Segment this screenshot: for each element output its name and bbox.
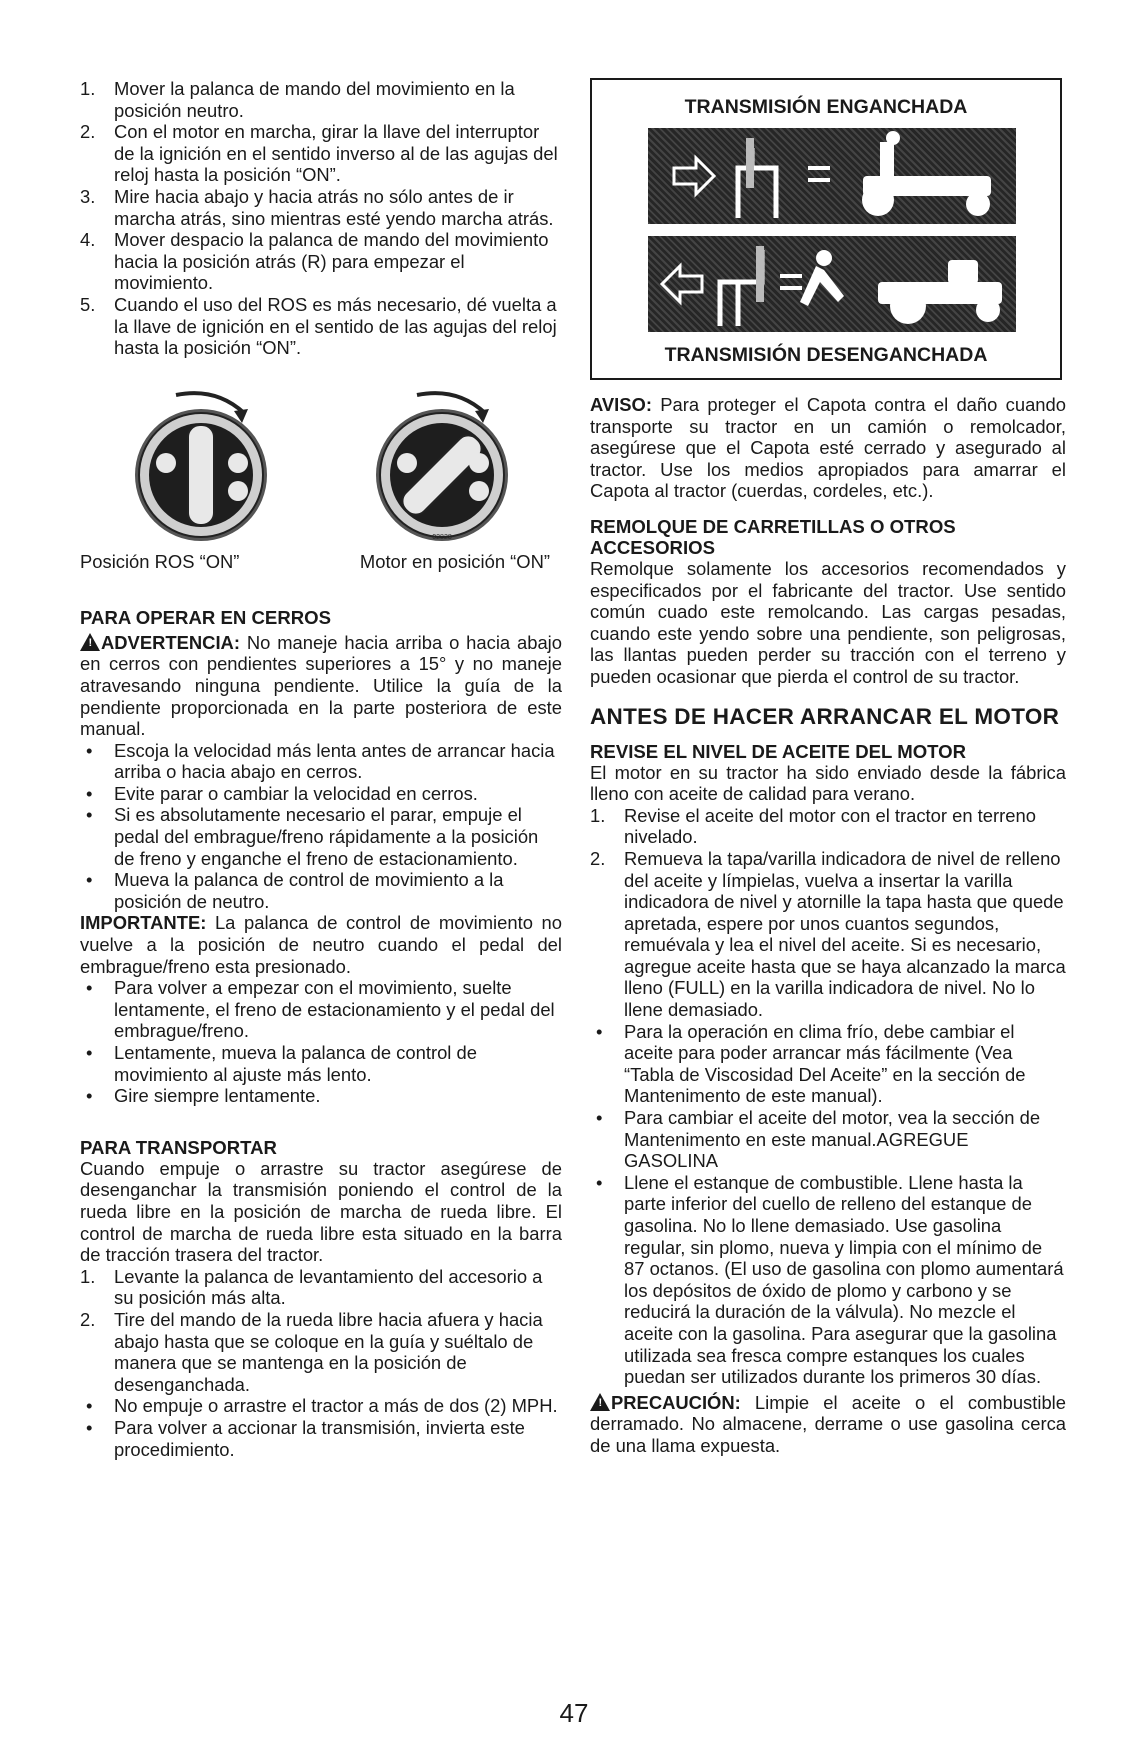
engine-on-switch-illustration [357,383,527,543]
list-item: 1. Levante la palanca de levantamiento del accesorio a su posición más alta. [80,1265,543,1309]
list-item: • Gire siempre lentamente. [86,1085,321,1107]
list-item: • Para volver a empezar con el movimiento, suelte lentamente, el freno de estacionamiento y el pedal del embrague/freno. [86,977,555,1042]
list-item: • Mueva la palanca de control de movimiento a la posición de neutro. [86,869,504,912]
list-item: • Si es absolutamente necesario el parar, empuje el pedal del embrague/freno rápidamente a la posición de freno y enganche el freno de estacionamiento. [86,804,539,869]
warning-icon: ! [590,1393,610,1411]
warning-icon: ! [80,633,100,651]
start-heading: ANTES DE HACER ARRANCAR EL MOTOR [590,703,1060,729]
list-item: • Evite parar o cambiar la velocidad en cerros. [86,782,478,804]
left-column [80,78,562,1460]
ros-on-switch-illustration [116,383,286,543]
transport-heading: PARA TRANSPORTAR [80,1136,277,1158]
transport-bullets [80,1395,562,1460]
list-item: • Escoja la velocidad más lenta antes de arrancar hacia arriba o hacia abajo en cerros. [86,739,555,783]
oil-steps [590,805,1066,1021]
hills-warning: ! ADVERTENCIA: No maneje hacia arriba o hacia abajo en cerros con pendientes superiores a 15° y no maneje atravesando ninguna pendiente. Utilice la guía de la pendiente proporcionada en la parte posteriora de este manual. [80,631,562,740]
list-item: • Llene el estanque de combustible. Llene hasta la parte inferior del cuello de relleno del estanque de gasolina. No lo llene demasiado. Use gasolina regular, sin plomo, nueva y limpia con el mínimo de 87 octanos. (El uso de gasolina con plomo aumentará los depósitos de óxido de plomo y carbono y se reducirá la duración de la válvula). No mezcle el aceite con la gasolina. Para asegurar que la gasolina utilizada sea fresca compre estanques los cuales puedan ser utilizados durante los primeros 30 días. [596,1171,1064,1388]
page-number: 47 [559,1698,589,1728]
right-column [590,78,1066,1457]
list-item: 5. Cuando el uso del ROS es más necesario, dé vuelta a la llave de ignición en el sentido de las agujas del reloj hasta la posición “ON”. [80,293,557,359]
reverse-steps [80,78,562,359]
figure-code: 02828 [431,533,452,541]
list-item: • Lentamente, mueva la palanca de control de movimiento al ajuste más lento. [86,1042,477,1085]
disengaged-illustration [648,236,1016,332]
hills-heading: PARA OPERAR EN CERROS [80,606,332,628]
engaged-illustration [648,128,1016,224]
list-item: 2. Con el motor en marcha, girar la llave del interruptor de la ignición en el sentido inverso al de las agujas del reloj hasta la posición “ON”. [80,121,558,186]
tow-text: Remolque solamente los accesorios recomendados y especificados por el fabricante del tractor. Use sentido común cuado este remolcando. Las cargas pesadas, cuando este yendo sobre una pendiente, son peligrosas, las llantas pueden perder su tracción con el terreno y pueden ocasionar que pierda el control de su tractor. [590,557,1066,687]
transport-text: Cuando empuje o arrastre su tractor asegúrese de desenganchar la transmisión poniendo el control de la rueda libre en la posición de marcha de rueda libre. El control de marcha de rueda libre esta situado en la barra de tracción trasera del tractor. [80,1157,562,1266]
list-item: 2. Remueva la tapa/varilla indicadora de nivel de relleno del aceite y límpielas, vuelva a insertar la varilla indicadora de nivel y atornille la tapa hasta que quede apretada, espere por unos cuantos segundos, remuévala y lea el nivel del aceite. Si es necesario, agregue aceite hasta que se haya alcanzado la marca lleno (FULL) en la varilla indicadora de nivel. No lo llene demasiado. [590,847,1066,1021]
list-item: 1. Revise el aceite del motor con el tractor en terreno nivelado. [590,804,1036,848]
ignition-switch-figures [80,383,562,543]
list-item: 1. Mover la palanca de mando del movimiento en la posición neutro. [80,78,515,121]
engaged-panel [648,128,1016,224]
list-item: • No empuje o arrastre el tractor a más de dos (2) MPH. [86,1395,558,1417]
aviso-note: AVISO: Para proteger el Capota contra el daño cuando transporte su tractor en un camión o remolcador, asegúrese que el Capota esté cerrado y asegurado al tractor. Use los medios apropiados para amarrar el Capota al tractor (cuerdas, cordeles, etc.). [590,394,1066,502]
list-item: 4. Mover despacio la palanca de mando del movimiento hacia la posición atrás (R) para empezar el movimiento. [80,229,549,294]
hills-bullets-a [80,740,562,913]
hills-bullets-b [80,977,562,1107]
list-item: • Para cambiar el aceite del motor, vea la sección de Mantenimento en este manual.AGREGUE GASOLINA [596,1107,1041,1172]
list-item: • Para volver a accionar la transmisión, invierta este procedimiento. [86,1416,525,1460]
caution-note: ! PRECAUCIÓN: Limpie el aceite o el combustible derramado. No almacene, derrame o use gasolina cerca de una llama expuesta. [590,1391,1066,1456]
list-item: 2. Tire del mando de la rueda libre hacia afuera y hacia abajo hasta que se coloque en la guía y suéltalo de manera que se mantenga en la posición de desenganchada. [80,1308,543,1395]
transmission-figure [590,78,1062,380]
disengaged-panel [648,236,1016,332]
caption-engine-on: Motor en posición “ON” [359,550,550,572]
figure-bottom-title: TRANSMISIÓN DESENGANCHADA [664,344,988,366]
list-item: 3. Mire hacia abajo y hacia atrás no sólo antes de ir marcha atrás, sino mientras esté yendo marcha atrás. [80,185,554,229]
switch-captions [80,551,550,573]
tow-heading: REMOLQUE DE CARRETILLAS O OTROS ACCESORIOS [590,515,956,558]
list-item: • Para la operación en clima frío, debe cambiar el aceite para poder arrancar más fácilmente (Vea “Tabla de Viscosidad Del Aceite” en la sección de Mantenimento de este manual). [596,1020,1026,1107]
oil-heading: REVISE EL NIVEL DE ACEITE DEL MOTOR [590,740,967,762]
caption-ros-on: Posición ROS “ON” [80,550,240,572]
figure-top-title: TRANSMISIÓN ENGANCHADA [684,96,968,118]
oil-bullets [590,1021,1066,1388]
important-note: IMPORTANTE: La palanca de control de movimiento no vuelve a la posición de neutro cuando el pedal del embrague/freno esta presionado. [80,912,562,977]
oil-text: El motor en su tractor ha sido enviado desde la fábrica lleno con aceite de calidad para verano. [590,761,1066,805]
transport-steps [80,1266,562,1396]
